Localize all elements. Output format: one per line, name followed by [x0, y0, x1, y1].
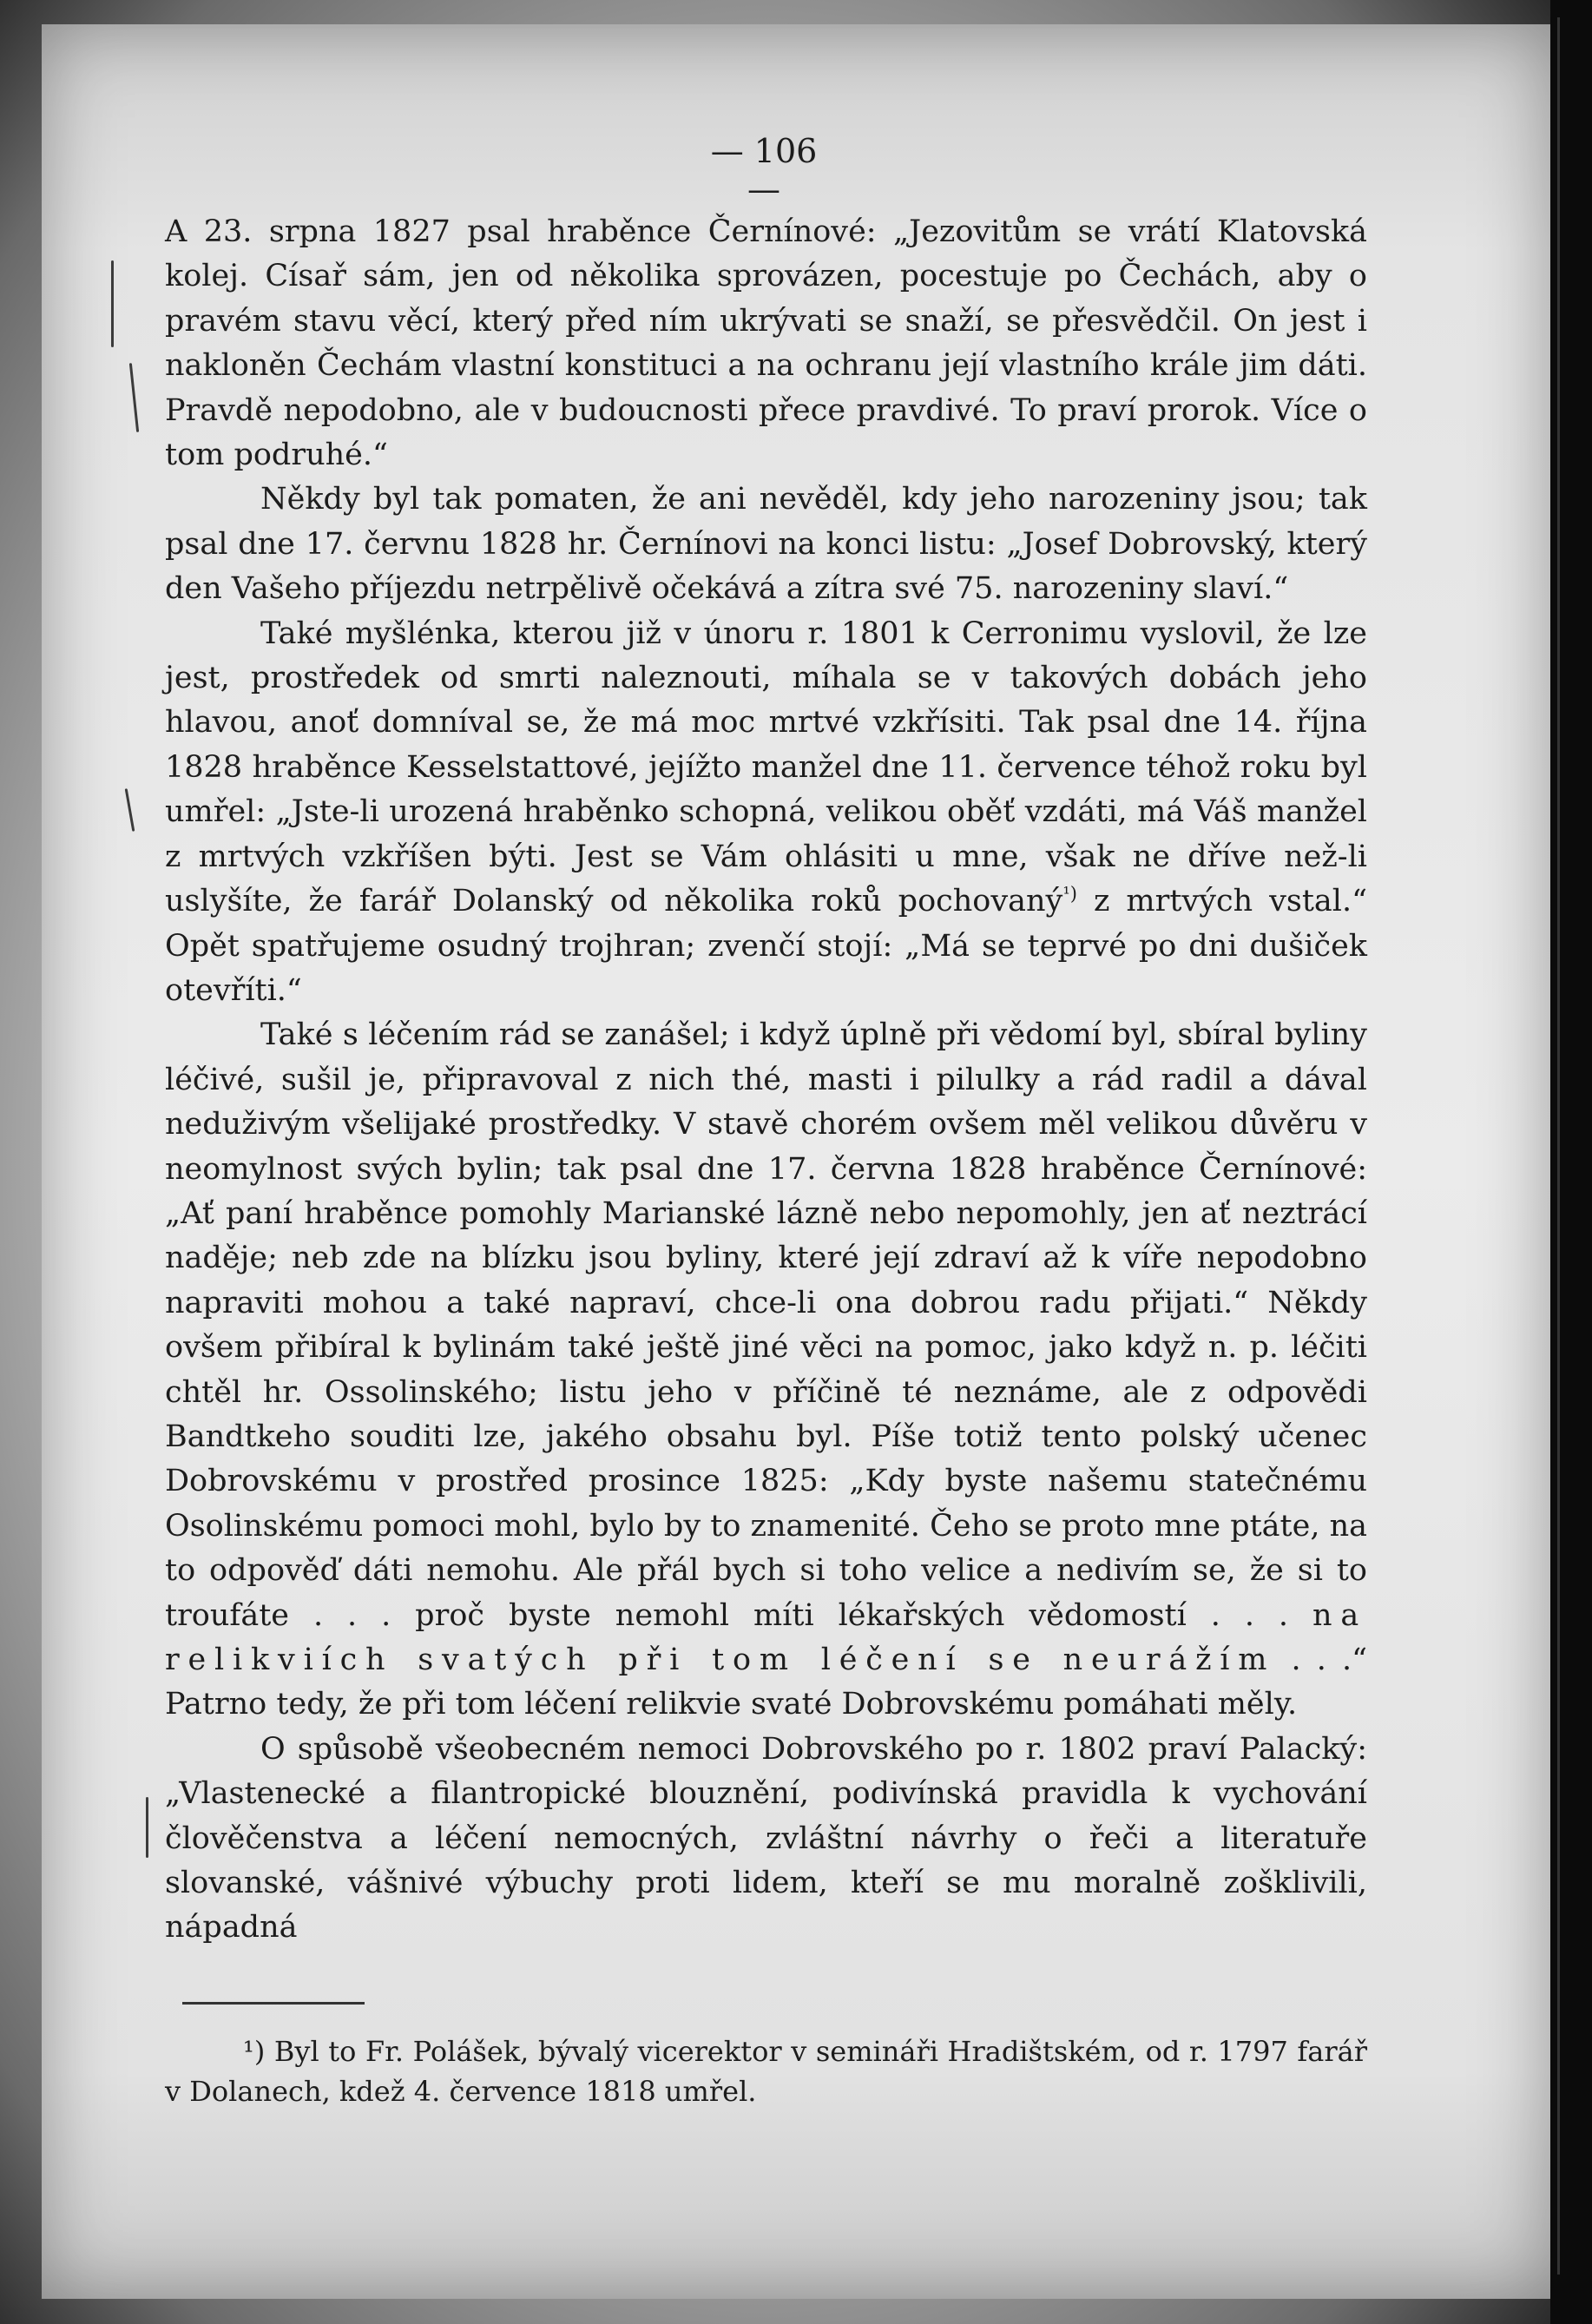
footnote-mark: ¹): [243, 2035, 266, 2068]
page-edge-line: [1557, 17, 1560, 2275]
paragraph: [165, 1013, 1367, 1728]
footnote-separator: [182, 2002, 365, 2005]
footnote-text: Byl to Fr. Polášek, bývalý vicerektor v semináři Hradištském, od r. 1797 farář v Dolanech, kdež 4. července 1818 umřel.: [165, 2035, 1367, 2108]
margin-pencil-mark: [111, 260, 114, 347]
paragraph-text: . . .“ Patrno tedy, že při tom léčení relikvie svaté Dobrovskému pomáhati měly.: [165, 1643, 1367, 1722]
paragraph-text: Také s léčením rád se zanášel; i když úplně při vědomí byl, sbíral byliny léčivé, sušil je, připravoval z nich thé, masti i pilulky a rád radil a dával neduživým všelijaké prostředky. V stavě chorém ovšem měl velikou důvěru v neomylnost svých bylin; tak psal dne 17. června 1828 hraběnce Černínové: „Ať paní hraběnce pomohly Marianské lázně nebo nepomohly, jen ať neztrácí naděje; neb zde na blízku jsou byliny, které její zdraví až k víře nepodobno napraviti mohou a také napraví, chce-li ona dobrou radu přijati.“ Někdy ovšem přibíral k bylinám také ještě jiné věci na pomoc, jako když n. p. léčiti chtěl hr. Ossolinského; listu jeho v příčině té neznáme, ale z odpovědi Bandtkeho souditi lze, jakého obsahu byl. Píše totiž tento polský učenec Dobrovskému v prostřed prosince 1825: „Kdy byste našemu statečnému Osolinskému pomoci mohl, bylo by to znamenité. Čeho se proto mne ptáte, na to odpověď dáti nemohu. Ale přál bych si toho velice a nedivím se, že si to troufáte . . . proč byste nemohl míti lékařských vědomostí . . .: [165, 1017, 1367, 1633]
paragraph-text: Také myšlénka, kterou již v únoru r. 1801 k Cerronimu vyslovil, že lze jest, prostředek od smrti naleznouti, míhala se v takových dobách jeho hlavou, anoť domníval se, že má moc mrtvé vzkřísiti. Tak psal dne 14. října 1828 hraběnce Kesselstattové, jejížto manžel dne 11. července téhož roku byl umřel: „Jste-li urozená hraběnko schopná, velikou oběť vzdáti, má Váš manžel z mrtvých vzkříšen býti. Jest se Vám ohlásiti u mne, však ne dříve než-li uslyšíte, že farář Dolanský od několika roků pochovaný: [165, 616, 1367, 919]
emphasized-text: na relikviích svatých při tom léčení se neurážím: [165, 1597, 1367, 1677]
paragraph: A 23. srpna 1827 psal hraběnce Černínové: „Jezovitům se vrátí Klatovská kolej. Císař sám, jen od několika sprovázen, pocestuje po Čechách, aby o pravém stavu věcí, který před ním ukrývati se snaží, se přesvědčil. On jest i nakloněn Čechám vlastní konstituci a na ochranu její vlastního krále jim dáti. Pravdě nepodobno, ale v budoucnosti přece pravdivé. To praví prorok. Více o tom podruhé.“: [165, 214, 1367, 473]
paragraph-text: z mrtvých vstal.“ Opět spatřujeme osudný trojhran; zvenčí stojí: „Má se teprvé po dni dušiček otevříti.“: [165, 884, 1368, 1008]
footnotes: [165, 2031, 1367, 2111]
footnote: [165, 2031, 1367, 2111]
margin-pencil-mark: [146, 1797, 148, 1858]
paragraph: Někdy byl tak pomaten, že ani nevěděl, kdy jeho narozeniny jsou; tak psal dne 17. červnu 1828 hr. Černínovi na konci listu: „Josef Dobrovský, který den Vašeho příjezdu netrpělivě očekává a zítra své 75. narozeniny slaví.“: [165, 482, 1367, 607]
page-number: — 106 —: [710, 132, 818, 208]
body-text: [165, 130, 1367, 1951]
footnote-reference: ¹): [1062, 883, 1077, 905]
paragraph: O spůsobě všeobecném nemoci Dobrovského po r. 1802 praví Palacký: „Vlastenecké a filantropické blouznění, podivínská pravidla k vychování člověčenstva a léčení nemocných, zvláštní návrhy o řeči a literatuře slovanské, vášnivé výbuchy proti lidem, kteří se mu moralně zošklivili, nápadná: [165, 1731, 1367, 1945]
paragraph: [165, 612, 1367, 1014]
